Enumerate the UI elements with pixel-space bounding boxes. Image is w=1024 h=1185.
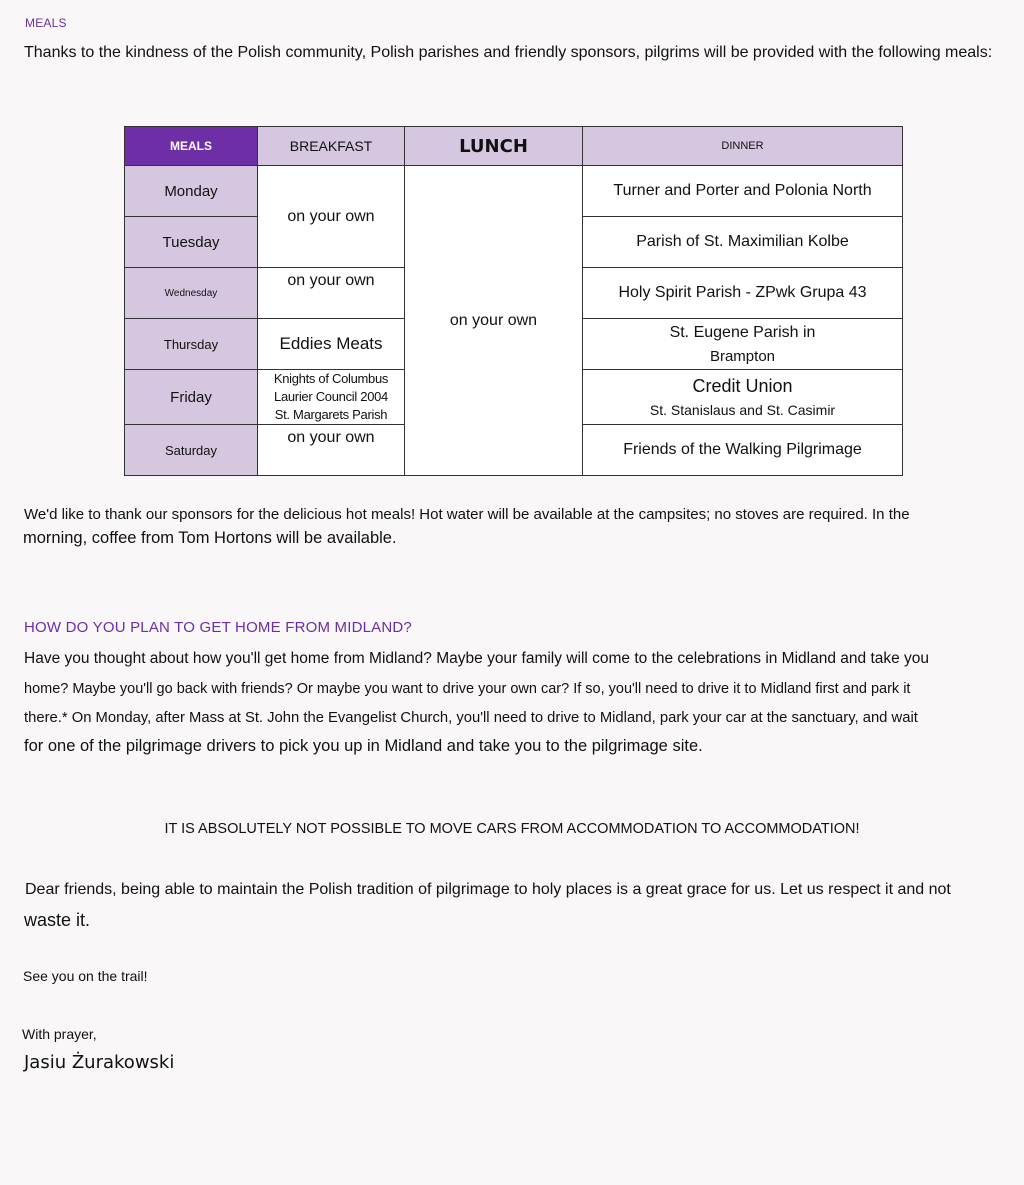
- thanks-line-2: morning, coffee from Tom Hortons will be available.: [23, 529, 397, 547]
- breakfast-friday-line-3: St. Margarets Parish: [274, 407, 388, 422]
- home-line-4: for one of the pilgrimage drivers to pick you up in Midland and take you to the pilgrimage site.: [24, 737, 703, 755]
- breakfast-saturday: on your own: [258, 425, 405, 476]
- dinner-thursday-line-1: St. Eugene Parish in: [669, 324, 816, 341]
- header-lunch: LUNCH: [405, 127, 583, 166]
- header-meals: MEALS: [125, 127, 258, 166]
- thanks-line-1: We'd like to thank our sponsors for the delicious hot meals! Hot water will be available at the campsites; no stoves are required. In the: [24, 506, 910, 523]
- signature: Jasiu Żurakowski: [24, 1052, 175, 1073]
- see-you-text: See you on the trail!: [23, 968, 148, 984]
- breakfast-friday-line-1: Knights of Columbus: [273, 371, 389, 386]
- meals-intro-paragraph: Thanks to the kindness of the Polish community, Polish parishes and friendly sponsors, pilgrims will be provided with the following meals:: [24, 44, 993, 61]
- home-section-title: HOW DO YOU PLAN TO GET HOME FROM MIDLAND?: [24, 619, 412, 636]
- day-tuesday: Tuesday: [125, 217, 258, 268]
- breakfast-friday-line-2: Laurier Council 2004: [274, 389, 388, 404]
- warning-notice: IT IS ABSOLUTELY NOT POSSIBLE TO MOVE CARS FROM ACCOMMODATION TO ACCOMMODATION!: [164, 821, 860, 837]
- day-wednesday: Wednesday: [125, 268, 258, 319]
- dinner-thursday: [583, 319, 903, 370]
- breakfast-wednesday: on your own: [258, 268, 405, 319]
- meals-section-title: MEALS: [25, 16, 67, 30]
- breakfast-mon-tue: on your own: [258, 166, 405, 268]
- dinner-wednesday: Holy Spirit Parish - ZPwk Grupa 43: [583, 268, 903, 319]
- breakfast-friday: [258, 370, 405, 425]
- with-prayer-text: With prayer,: [22, 1026, 97, 1042]
- breakfast-thursday: Eddies Meats: [258, 319, 405, 370]
- header-breakfast: BREAKFAST: [258, 127, 405, 166]
- dinner-friday-line-2: St. Stanislaus and St. Casimir: [649, 402, 836, 418]
- meals-table: [124, 126, 903, 476]
- day-saturday: Saturday: [125, 425, 258, 476]
- closing-line-1: Dear friends, being able to maintain the Polish tradition of pilgrimage to holy places is a great grace for us. Let us respect it and not: [25, 881, 951, 898]
- home-line-1: Have you thought about how you'll get home from Midland? Maybe your family will come to the celebrations in Midland and take you: [24, 650, 930, 667]
- day-monday: Monday: [125, 166, 258, 217]
- dinner-friday: [583, 370, 903, 425]
- dinner-monday: Turner and Porter and Polonia North: [583, 166, 903, 217]
- dinner-saturday: Friends of the Walking Pilgrimage: [583, 425, 903, 476]
- dinner-friday-line-1: Credit Union: [692, 376, 793, 396]
- dinner-thursday-line-2: Brampton: [709, 348, 776, 365]
- dinner-tuesday: Parish of St. Maximilian Kolbe: [583, 217, 903, 268]
- day-friday: Friday: [125, 370, 258, 425]
- home-line-3: there.* On Monday, after Mass at St. John the Evangelist Church, you'll need to drive to Midland, park your car at the sanctuary, and wait: [24, 710, 918, 726]
- day-thursday: Thursday: [125, 319, 258, 370]
- lunch-all-week: on your own: [405, 166, 583, 476]
- home-line-2: home? Maybe you'll go back with friends? Or maybe you want to drive your own car? If so, you'll need to drive it to Midland first and park it: [24, 681, 911, 697]
- header-dinner: DINNER: [583, 127, 903, 166]
- closing-line-2: waste it.: [24, 910, 91, 930]
